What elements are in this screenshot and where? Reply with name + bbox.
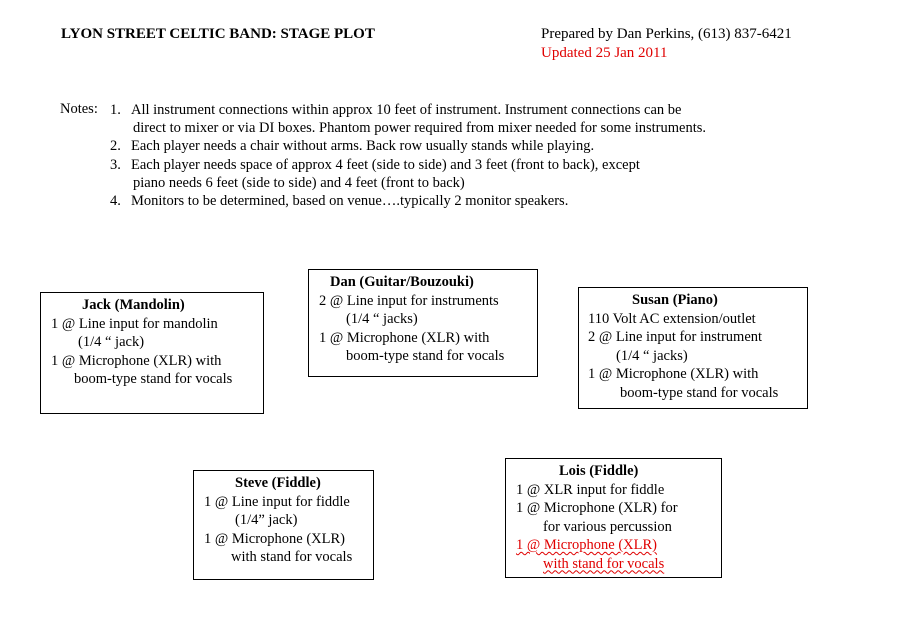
player-name: Steve (Fiddle) <box>235 475 321 491</box>
note-3 <box>110 156 640 174</box>
player-requirement: (1/4” jack) <box>235 512 298 528</box>
player-requirement: 2 @ Line input for instruments <box>319 292 499 309</box>
player-requirement: boom-type stand for vocals <box>620 384 779 401</box>
player-requirement: boom-type stand for vocals <box>74 371 233 387</box>
player-name: Lois (Fiddle) <box>559 463 639 479</box>
player-requirement: 2 @ Line input for instrument <box>588 329 763 345</box>
player-requirement: boom-type stand for vocals <box>346 348 505 364</box>
player-requirement: 1 @ XLR input for fiddle <box>516 481 665 498</box>
player-requirement: (1/4 “ jacks) <box>616 347 688 364</box>
note-4 <box>110 192 569 210</box>
updated-date: Updated 25 Jan 2011 <box>541 45 668 61</box>
note-line: piano needs 6 feet (side to side) and 4 feet (front to back) <box>133 175 465 191</box>
note-line: Monitors to be determined, based on venue….typically 2 monitor speakers. <box>131 193 569 209</box>
player-requirement: 110 Volt AC extension/outlet <box>588 310 756 327</box>
notes-label: Notes: <box>60 101 98 117</box>
player-requirement: 1 @ Microphone (XLR) for <box>516 500 678 516</box>
player-requirement: 1 @ Microphone (XLR) with <box>51 352 222 369</box>
note-line: All instrument connections within approx 10 feet of instrument. Instrument connections can be <box>131 102 682 118</box>
player-box-steve <box>193 470 374 580</box>
player-requirement: for various percussion <box>543 518 672 535</box>
prepared-by: Prepared by Dan Perkins, (613) 837-6421 <box>541 26 792 42</box>
note-1 <box>110 101 682 119</box>
document-title: LYON STREET CELTIC BAND: STAGE PLOT <box>61 26 375 42</box>
note-number: 1. <box>110 102 121 118</box>
player-box-lois <box>505 458 722 578</box>
player-requirement: 1 @ Microphone (XLR) with <box>319 329 490 346</box>
note-number: 2. <box>110 138 121 154</box>
player-requirement: 1 @ Microphone (XLR) with <box>588 366 759 382</box>
player-box-susan <box>578 287 808 409</box>
player-requirement-highlighted: 1 @ Microphone (XLR) <box>516 537 658 553</box>
note-line: Each player needs space of approx 4 feet (side to side) and 3 feet (front to back), except <box>131 157 640 173</box>
player-requirement: (1/4 “ jack) <box>78 334 145 350</box>
player-box-jack <box>40 292 264 414</box>
player-requirement: 1 @ Line input for fiddle <box>204 493 350 510</box>
player-name: Jack (Mandolin) <box>82 297 185 313</box>
player-requirement-highlighted: with stand for vocals <box>543 555 665 572</box>
player-requirement: (1/4 “ jacks) <box>346 311 418 327</box>
player-requirement: 1 @ Line input for mandolin <box>51 315 218 332</box>
player-requirement: 1 @ Microphone (XLR) <box>204 530 346 547</box>
note-line: Each player needs a chair without arms. Back row usually stands while playing. <box>131 138 595 154</box>
player-name: Dan (Guitar/Bouzouki) <box>330 274 474 290</box>
note-number: 4. <box>110 193 121 209</box>
note-line: direct to mixer or via DI boxes. Phantom power required from mixer needed for some instruments. <box>133 120 706 136</box>
note-number: 3. <box>110 157 121 173</box>
player-requirement: with stand for vocals <box>231 549 353 565</box>
player-name: Susan (Piano) <box>632 292 718 308</box>
player-box-dan <box>308 269 538 377</box>
note-2 <box>110 137 595 155</box>
